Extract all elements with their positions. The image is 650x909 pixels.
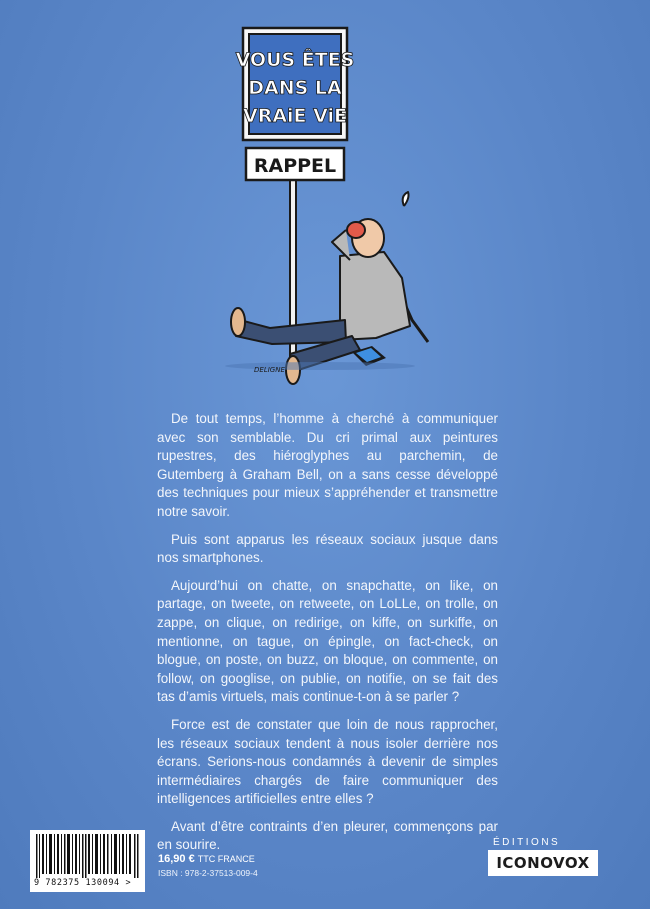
- blurb-paragraph: Avant d’être contraints d’en pleurer, commençons par en sourire.: [157, 818, 498, 853]
- blurb-paragraph: Force est de constater que loin de nous rapprocher, les réseaux sociaux tendent à nous isoler derrière nos écrans. Serions-nous condamnés à devenir de simples intermédiaires chargés de faire communiquer des intelligences artificielles entre elles ?: [157, 716, 498, 807]
- sign-line-1: VOUS ÊTES: [235, 49, 355, 71]
- publisher-logo: [488, 850, 598, 876]
- publisher-label: ÉDITIONS: [493, 837, 561, 848]
- blurb-paragraph: De tout temps, l’homme à cherché à communiquer avec son semblable. Du cri primal aux peintures rupestres, des hiéroglyphes au parchemin, de Gutemberg à Graham Bell, on a sans cesse développé des techniques pour mieux s’appréhender et transmettre notre savoir.: [157, 411, 498, 519]
- price-value: 16,90 €: [158, 853, 195, 865]
- barcode: [30, 830, 145, 892]
- blurb-paragraph: Aujourd’hui on chatte, on snapchatte, on like, on partage, on tweete, on retweete, on LoLLe, on trolle, on zappe, on clique, on redirige, on kiffe, on surkiffe, on mentionne, on tague, on épingle, on fact-check, on blogue, on poste, on buzz, on bloque, on commente, on follow, on googlise, on publie, on notifie, on se fait des tas d’amis virtuels, mais continue-t-on à se parler ?: [157, 577, 498, 705]
- sign-line-2: DANS LA: [248, 77, 342, 99]
- price: [158, 853, 255, 865]
- barcode-digits: 9 782375 130094 >: [34, 878, 132, 888]
- sitting-man: [231, 192, 428, 384]
- blurb-paragraph: Puis sont apparus les réseaux sociaux jusque dans nos smartphones.: [157, 531, 498, 566]
- cartoon-illustration: [180, 20, 480, 390]
- price-suffix: TTC FRANCE: [197, 854, 255, 864]
- publisher-name: ICONOVOX: [496, 854, 590, 872]
- isbn-text: ISBN : 978-2-37513-009-4: [158, 868, 258, 878]
- sign-plate-text: RAPPEL: [253, 155, 337, 177]
- sign-line-3: VRAiE ViE: [242, 105, 348, 127]
- artist-signature: DELIGNE: [254, 366, 285, 374]
- back-cover-blurb: [157, 410, 498, 864]
- barcode-bars: [36, 834, 139, 878]
